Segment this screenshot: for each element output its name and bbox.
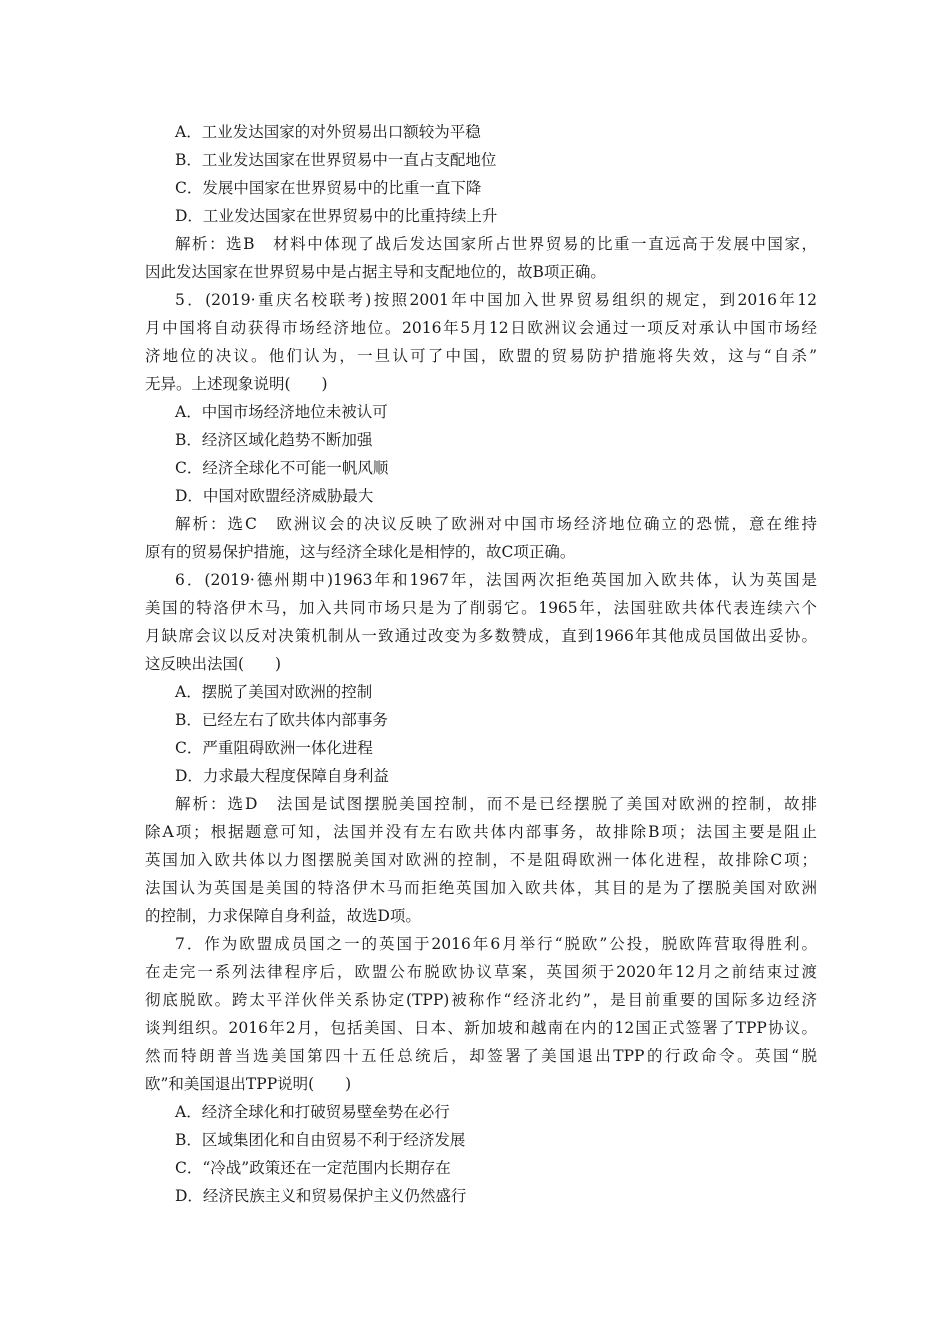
stem-line: 6．(2019·德州期中)1963年和1967年，法国两次拒绝英国加入欧共体，认为英国是 <box>175 571 817 589</box>
option-c: C．严重阻碍欧洲一体化进程 <box>175 739 373 757</box>
analysis-line: 原有的贸易保护措施，这与经济全球化是相悖的，故C项正确。 <box>145 543 576 561</box>
question-7-options <box>145 1098 817 1210</box>
question-4-options <box>145 118 817 230</box>
analysis-line: 解析：选B 材料中体现了战后发达国家所占世界贸易的比重一直远高于发展中国家， <box>175 235 817 253</box>
option-b: B．已经左右了欧共体内部事务 <box>175 711 388 729</box>
stem-line: 济地位的决议。他们认为，一旦认可了中国，欧盟的贸易防护措施将失效，这与“自杀” <box>145 347 817 365</box>
option-a: A．摆脱了美国对欧洲的控制 <box>175 683 373 701</box>
option-c: C．“冷战”政策还在一定范围内长期存在 <box>175 1159 451 1177</box>
question-5-stem <box>145 286 817 398</box>
question-6-stem <box>145 566 817 678</box>
option-b: B．区域集团化和自由贸易不利于经济发展 <box>175 1131 466 1149</box>
question-7-stem <box>145 930 817 1098</box>
document-body <box>145 118 817 1210</box>
stem-line: 谈判组织。2016年2月，包括美国、日本、新加坡和越南在内的12国正式签署了TPP协议。 <box>145 1019 817 1037</box>
analysis-line: 的控制，力求保障自身利益，故选D项。 <box>145 907 421 925</box>
stem-line: 7．作为欧盟成员国之一的英国于2016年6月举行“脱欧”公投，脱欧阵营取得胜利。 <box>175 935 817 953</box>
option-c: C．发展中国家在世界贸易中的比重一直下降 <box>175 179 482 197</box>
option-c: C．经济全球化不可能一帆风顺 <box>175 459 389 477</box>
option-d: D．经济民族主义和贸易保护主义仍然盛行 <box>175 1187 467 1205</box>
question-6-options <box>145 678 817 790</box>
option-d: D．中国对欧盟经济威胁最大 <box>175 487 374 505</box>
analysis-line: 英国加入欧共体以力图摆脱美国对欧洲的控制，不是阻碍欧洲一体化进程，故排除C项； <box>145 851 817 869</box>
stem-line: 彻底脱欧。跨太平洋伙伴关系协定(TPP)被称作“经济北约”，是目前重要的国际多边经济 <box>145 991 817 1009</box>
stem-line: 欧”和美国退出TPP说明( ) <box>145 1075 352 1093</box>
question-4-analysis <box>145 230 817 286</box>
stem-line: 美国的特洛伊木马，加入共同市场只是为了削弱它。1965年，法国驻欧共体代表连续六个 <box>145 599 817 617</box>
question-5-analysis <box>145 510 817 566</box>
option-a: A．经济全球化和打破贸易壁垒势在必行 <box>175 1103 450 1121</box>
stem-line: 月缺席会议以反对决策机制从一致通过改变为多数赞成，直到1966年其他成员国做出妥协。 <box>145 627 817 645</box>
stem-line: 无异。上述现象说明( ) <box>145 375 328 393</box>
option-b: B．经济区域化趋势不断加强 <box>175 431 373 449</box>
stem-line: 在走完一系列法律程序后，欧盟公布脱欧协议草案，英国须于2020年12月之前结束过渡 <box>145 963 817 981</box>
option-d: D．工业发达国家在世界贸易中的比重持续上升 <box>175 207 498 225</box>
option-b: B．工业发达国家在世界贸易中一直占支配地位 <box>175 151 497 169</box>
analysis-line: 除A项；根据题意可知，法国并没有左右欧共体内部事务，故排除B项；法国主要是阻止 <box>145 823 817 841</box>
analysis-line: 解析：选D 法国是试图摆脱美国控制，而不是已经摆脱了美国对欧洲的控制，故排 <box>175 795 817 813</box>
analysis-line: 法国认为英国是美国的特洛伊木马而拒绝英国加入欧共体，其目的是为了摆脱美国对欧洲 <box>145 879 817 897</box>
option-d: D．力求最大程度保障自身利益 <box>175 767 389 785</box>
stem-line: 这反映出法国( ) <box>145 655 282 673</box>
option-a: A．中国市场经济地位未被认可 <box>175 403 388 421</box>
question-6-analysis <box>145 790 817 930</box>
question-5-options <box>145 398 817 510</box>
analysis-line: 因此发达国家在世界贸易中是占据主导和支配地位的，故B项正确。 <box>145 263 606 281</box>
stem-line: 然而特朗普当选美国第四十五任总统后，却签署了美国退出TPP的行政命令。英国“脱 <box>145 1047 817 1065</box>
stem-line: 5．(2019·重庆名校联考)按照2001年中国加入世界贸易组织的规定，到2016年12 <box>175 291 817 309</box>
stem-line: 月中国将自动获得市场经济地位。2016年5月12日欧洲议会通过一项反对承认中国市场经 <box>145 319 817 337</box>
analysis-line: 解析：选C 欧洲议会的决议反映了欧洲对中国市场经济地位确立的恐慌，意在维持 <box>175 515 817 533</box>
option-a: A．工业发达国家的对外贸易出口额较为平稳 <box>175 123 481 141</box>
